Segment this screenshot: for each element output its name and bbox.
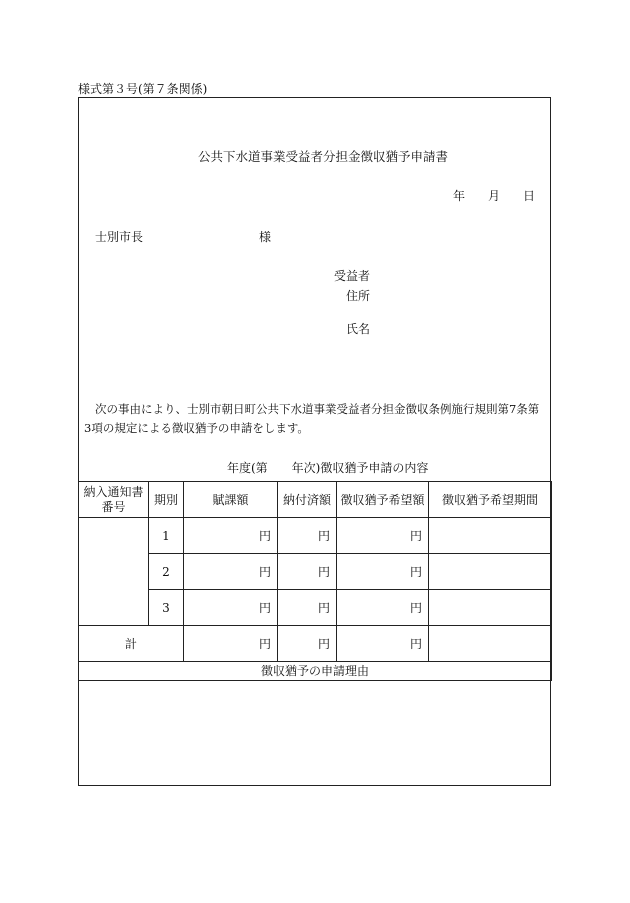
deferral-amount-cell[interactable]: 円 [337, 590, 429, 626]
total-levied-cell[interactable]: 円 [184, 626, 278, 662]
addressee-name: 士別市長 [95, 230, 144, 244]
levied-amount-cell[interactable]: 円 [184, 518, 278, 554]
deferral-period-cell[interactable] [429, 554, 552, 590]
reason-input-area[interactable] [79, 682, 550, 784]
deferral-period-cell[interactable] [429, 590, 552, 626]
paid-amount-cell[interactable]: 円 [278, 518, 337, 554]
total-label: 計 [79, 626, 184, 662]
table-header-row [79, 482, 552, 518]
total-paid-cell[interactable]: 円 [278, 626, 337, 662]
table-row [79, 518, 552, 554]
applicant-address-label: 住所 [346, 289, 371, 303]
deferral-period-cell[interactable] [429, 518, 552, 554]
header-deferral-amount: 徴収猶予希望額 [337, 482, 429, 518]
period-cell: 3 [149, 590, 184, 626]
levied-amount-cell[interactable]: 円 [184, 590, 278, 626]
header-notice-line1: 納入通知書 [83, 484, 144, 499]
date-month-label: 月 [488, 189, 501, 203]
addressee-honorific: 様 [259, 230, 272, 244]
deferral-amount-cell[interactable]: 円 [337, 518, 429, 554]
header-notice-line2: 番号 [101, 499, 126, 514]
date-day-label: 日 [523, 189, 536, 203]
table-total-row [79, 626, 552, 662]
deferral-table [78, 481, 552, 681]
date-year-label: 年 [453, 189, 466, 203]
applicant-name-label: 氏名 [346, 322, 371, 336]
header-levied-amount: 賦課額 [184, 482, 278, 518]
body-text-line2: 3項の規定による徴収猶予の申請をします。 [84, 421, 309, 435]
form-number: 様式第３号(第７条関係) [78, 82, 208, 96]
period-cell: 2 [149, 554, 184, 590]
header-deferral-period: 徴収猶予希望期間 [429, 482, 552, 518]
levied-amount-cell[interactable]: 円 [184, 554, 278, 590]
table-caption: 年度(第 年次)徴収猶予申請の内容 [227, 461, 429, 475]
total-deferral-cell[interactable]: 円 [337, 626, 429, 662]
body-text-line1: 次の事由により、士別市朝日町公共下水道事業受益者分担金徴収条例施行規則第7条第 [95, 402, 540, 416]
header-period: 期別 [149, 482, 184, 518]
paid-amount-cell[interactable]: 円 [278, 554, 337, 590]
reason-header-row [79, 662, 552, 681]
reason-header: 徴収猶予の申請理由 [79, 662, 552, 681]
header-paid-amount: 納付済額 [278, 482, 337, 518]
table-row [79, 590, 552, 626]
total-period-cell[interactable] [429, 626, 552, 662]
deferral-amount-cell[interactable]: 円 [337, 554, 429, 590]
document-title: 公共下水道事業受益者分担金徴収猶予申請書 [198, 149, 449, 164]
period-cell: 1 [149, 518, 184, 554]
paid-amount-cell[interactable]: 円 [278, 590, 337, 626]
notice-number-cell[interactable] [79, 518, 149, 626]
applicant-role: 受益者 [334, 269, 371, 283]
header-notice-number [79, 482, 149, 518]
table-row [79, 554, 552, 590]
